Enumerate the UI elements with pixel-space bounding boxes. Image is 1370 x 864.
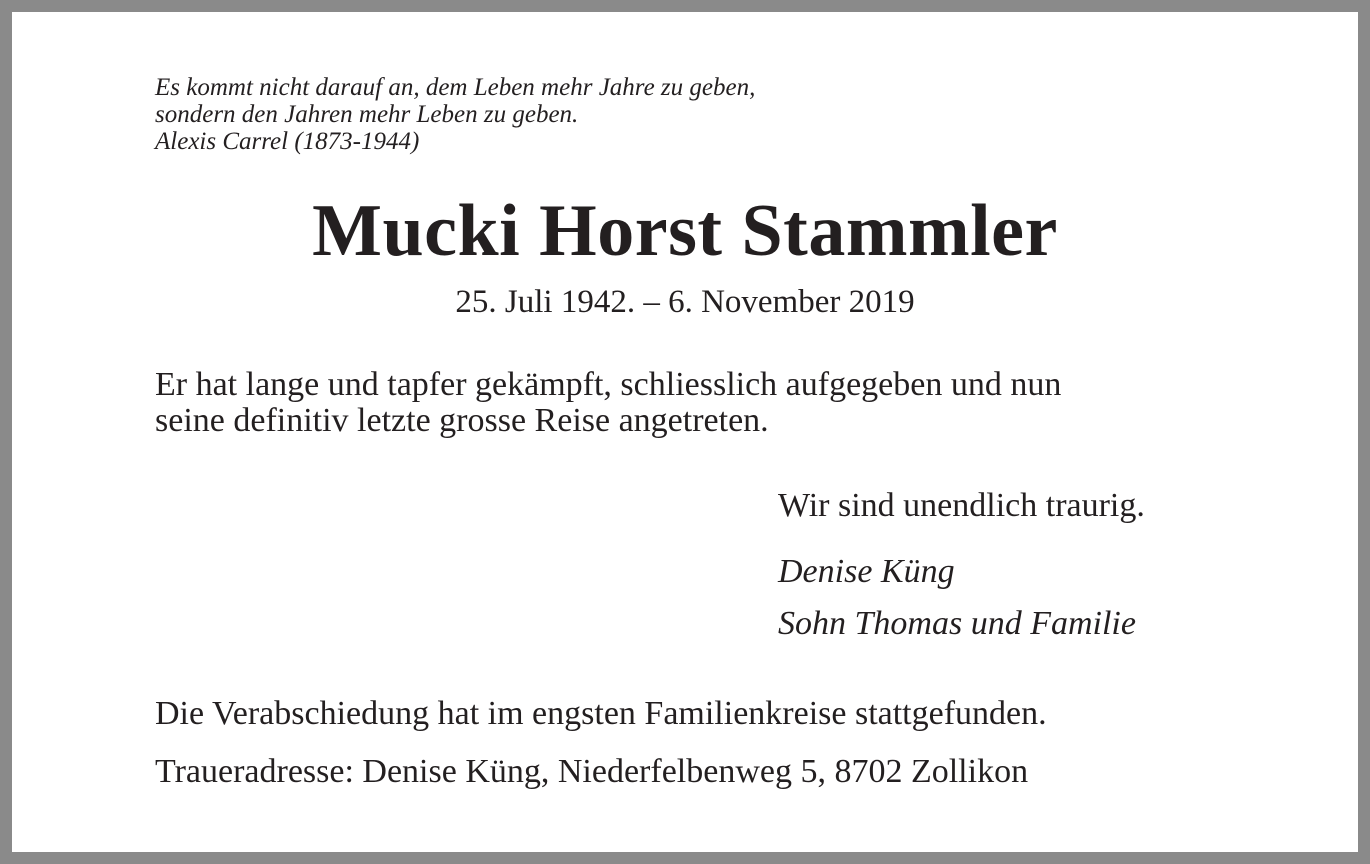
signoff-text: Wir sind unendlich traurig. — [778, 487, 1145, 524]
life-dates: 25. Juli 1942. – 6. November 2019 — [455, 284, 915, 320]
signer-name: Sohn Thomas und Familie — [778, 605, 1136, 642]
deceased-name: Mucki Horst Stammler — [312, 190, 1058, 272]
quote-line: Es kommt nicht darauf an, dem Leben mehr Jahre zu geben, — [155, 74, 756, 101]
epigraph-quote — [155, 74, 755, 155]
signer-name: Denise Küng — [778, 553, 955, 590]
farewell-note: Die Verabschiedung hat im engsten Familienkreise stattgefunden. — [155, 695, 1047, 732]
quote-attribution: Alexis Carrel (1873-1944) — [155, 128, 420, 155]
message-line: Er hat lange und tapfer gekämpft, schliesslich aufgegeben und nun — [155, 366, 1062, 403]
mourning-address: Traueradresse: Denise Küng, Niederfelbenweg 5, 8702 Zollikon — [155, 753, 1029, 790]
obituary-notice — [12, 12, 1358, 852]
memorial-message — [155, 367, 1061, 439]
quote-line: sondern den Jahren mehr Leben zu geben. — [155, 101, 579, 128]
message-line: seine definitiv letzte grosse Reise angetreten. — [155, 402, 769, 439]
signers-list — [778, 546, 1136, 650]
